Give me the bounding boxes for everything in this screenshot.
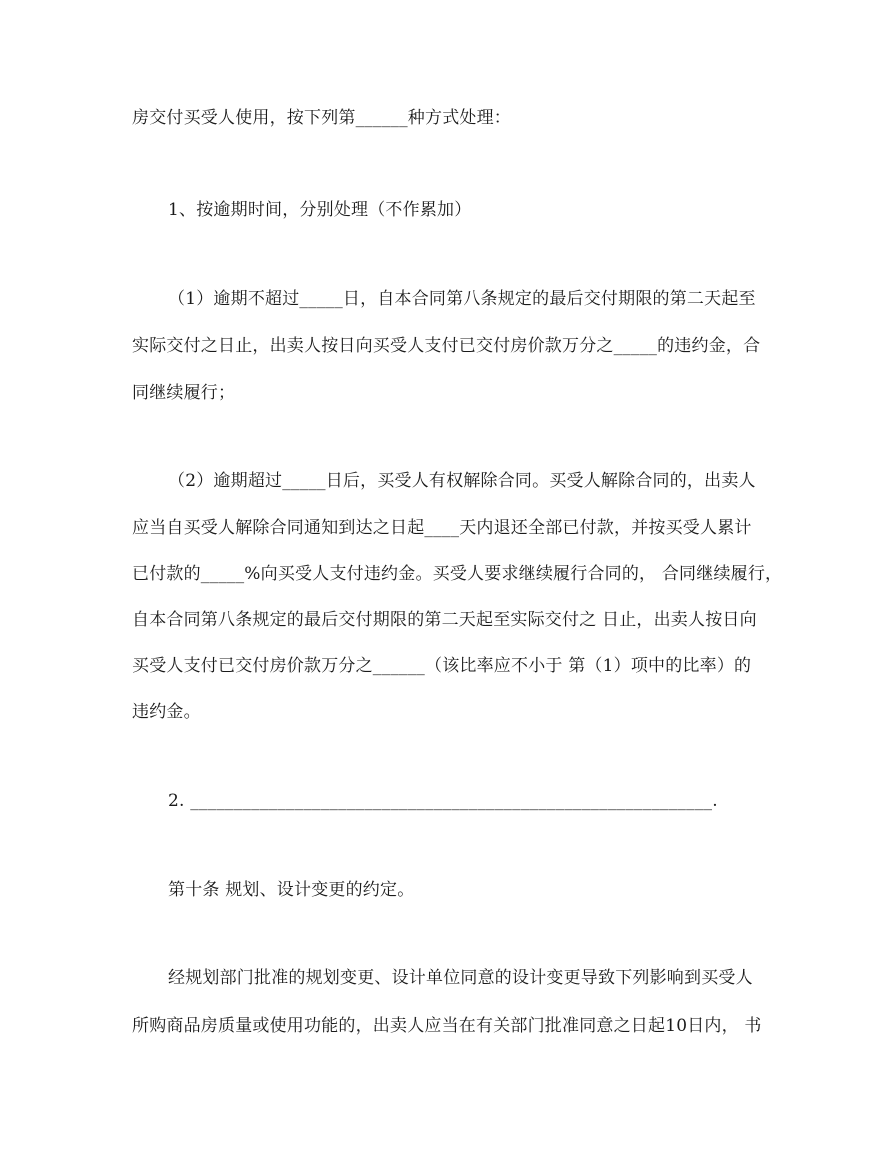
- clause-1-2-line-6: 违约金。: [132, 702, 201, 722]
- article-10-line-2: 所购商品房质量或使用功能的，出卖人应当在有关部门批准同意之日起10日内， 书: [132, 1016, 762, 1036]
- clause-1-2-line-3: 已付款的_____%向买受人支付违约金。买受人要求继续履行合同的， 合同继续履行，: [132, 564, 783, 584]
- paragraph-line-intro: 房交付买受人使用，按下列第______种方式处理：: [132, 108, 511, 128]
- clause-1-1-line-2: 实际交付之日止，出卖人按日向买受人支付已交付房价款万分之_____的违约金，合: [132, 336, 761, 356]
- clause-1-1-line-3: 同继续履行；: [132, 383, 236, 403]
- clause-1-2-line-1: （2）逾期超过_____日后，买受人有权解除合同。买受人解除合同的，出卖人: [168, 471, 756, 491]
- clause-2-line: 2. ____________________________________________________________.: [168, 791, 718, 811]
- article-10-heading: 第十条 规划、设计变更的约定。: [168, 880, 415, 900]
- clause-1-2-line-5: 买受人支付已交付房价款万分之______（该比率应不小于 第（1）项中的比率）的: [132, 656, 752, 676]
- clause-1-1-line-1: （1）逾期不超过_____日，自本合同第八条规定的最后交付期限的第二天起至: [168, 289, 756, 309]
- clause-1-2-line-4: 自本合同第八条规定的最后交付期限的第二天起至实际交付之 日止，出卖人按日向: [132, 610, 757, 630]
- clause-1-2-line-2: 应当自买受人解除合同通知到达之日起____天内退还全部已付款，并按买受人累计: [132, 518, 752, 538]
- article-10-line-1: 经规划部门批准的规划变更、设计单位同意的设计变更导致下列影响到买受人: [168, 968, 753, 988]
- clause-1-heading: 1、按逾期时间，分别处理（不作累加）: [168, 200, 472, 220]
